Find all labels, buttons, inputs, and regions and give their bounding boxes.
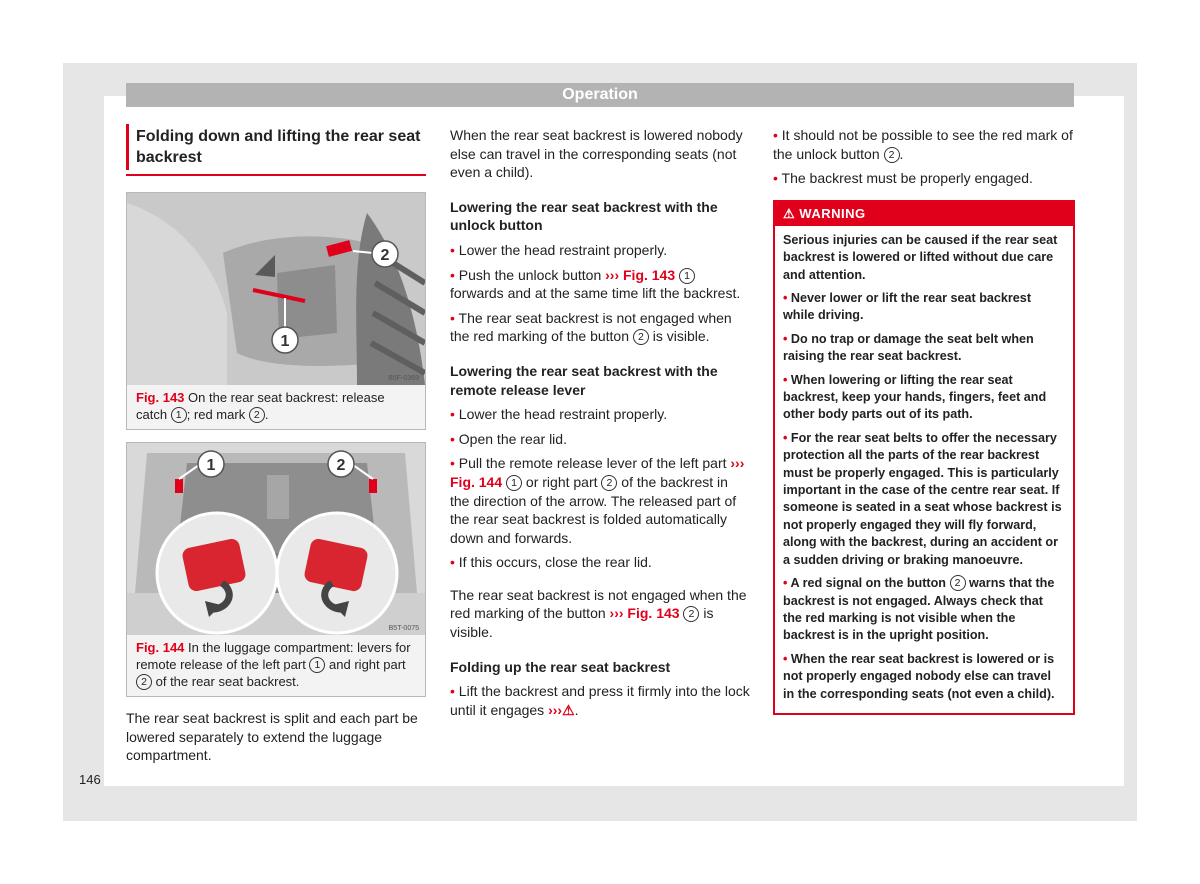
- warning-item: • A red signal on the button 2 warns that the backrest is not engaged. Always check that the red marking is not visible when the backrest is in the upright position.: [783, 576, 1055, 643]
- figure-label: Fig. 144: [136, 640, 185, 655]
- warning-triangle-icon: ⚠: [783, 205, 800, 221]
- figure-reference-link[interactable]: ››› Fig. 143: [609, 605, 680, 622]
- warning-item: • Never lower or lift the rear seat backrest while driving.: [783, 291, 1032, 323]
- callout-number: 1: [679, 268, 695, 284]
- warning-box: [773, 200, 1075, 715]
- figure-144-caption: [127, 635, 425, 696]
- intro-paragraph: When the rear seat backrest is lowered nobody else can travel in the corresponding seats (not even a child).: [450, 127, 743, 181]
- column-right: [773, 126, 1075, 715]
- list-item: • The backrest must be properly engaged.: [773, 170, 1033, 187]
- warning-triangle-icon: ⚠: [562, 701, 575, 718]
- figure-code: B5T-0075: [388, 625, 419, 632]
- list-item: • Lower the head restraint properly.: [450, 406, 668, 423]
- page-number: 146: [79, 772, 101, 787]
- section-title: Folding down and lifting the rear seat backrest: [126, 124, 426, 170]
- callout-number: 2: [249, 407, 265, 423]
- caption-text: In the luggage compartment: levers for remote release of the left part: [136, 640, 411, 672]
- callout-number: 2: [683, 606, 699, 622]
- warning-item: • Do no trap or damage the seat belt when raising the rear seat backrest.: [783, 331, 1034, 364]
- list-item: • The rear seat backrest is not engaged when the red marking of the button 2 is visible.: [450, 309, 732, 345]
- warning-item: • For the rear seat belts to offer the necessary protection all the parts of the rear backrest must be properly engaged. This is particularly important in the case of the centre rear seat. If someone is seated in a seat whose backrest is not properly engaged they will fly forward, along with the backrest, during an accident or a sudden driving or braking manoeuvre.: [783, 430, 1062, 567]
- callout-number: 2: [633, 329, 649, 345]
- list-item: • Lower the head restraint properly.: [450, 241, 668, 258]
- warning-body: [775, 226, 1073, 713]
- list-item: • Push the unlock button ››› Fig. 143 1 forwards and at the same time lift the backrest.: [450, 266, 741, 302]
- figure-144: [126, 442, 426, 697]
- section-header: Operation: [126, 83, 1074, 107]
- warning-title: WARNING: [799, 205, 866, 221]
- list-item: • Pull the remote release lever of the left part ››› Fig. 144 1 or right part 2 of the backrest in the direction of the arrow. The released part of the rear seat backrest is folded automatically down and forwards.: [450, 455, 745, 546]
- warning-header: [775, 202, 1073, 226]
- callout-number: 2: [884, 147, 900, 163]
- body-paragraph: The rear seat backrest is split and each part be lowered separately to extend the luggage compartment.: [126, 710, 418, 764]
- caption-text: of the rear seat backrest.: [152, 674, 300, 689]
- warning-item: • When the rear seat backrest is lowered or is not properly engaged nobody else can travel in the corresponding seats (not even a child).: [783, 651, 1055, 701]
- warning-lead: Serious injuries can be caused if the rear seat backrest is lowered or lifted without due care and attention.: [783, 232, 1058, 282]
- column-middle: [450, 126, 750, 725]
- caption-text: and right part: [325, 657, 406, 672]
- svg-text:2: 2: [336, 457, 346, 474]
- warning-reference-link[interactable]: ›››: [548, 701, 563, 718]
- figure-143: [126, 192, 426, 430]
- callout-number: 1: [506, 475, 522, 491]
- list-item: • Lift the backrest and press it firmly into the lock until it engages ›››⚠.: [450, 683, 750, 718]
- column-left: [126, 124, 426, 774]
- figure-reference-link[interactable]: ››› Fig. 143: [605, 266, 676, 283]
- list-item: • Open the rear lid.: [450, 430, 567, 447]
- svg-text:2: 2: [380, 247, 390, 264]
- svg-text:1: 1: [206, 457, 216, 474]
- callout-number: 1: [309, 657, 325, 673]
- subheading: Folding up the rear seat backrest: [450, 658, 671, 675]
- caption-text: On the rear seat backrest: release catch: [136, 390, 385, 422]
- caption-text: .: [264, 407, 269, 422]
- list-item: • It should not be possible to see the red mark of the unlock button 2 .: [773, 127, 1073, 162]
- figure-143-illustration: [127, 193, 425, 385]
- subheading: Lowering the rear seat backrest with the remote release lever: [450, 362, 718, 398]
- svg-text:1: 1: [280, 333, 290, 350]
- figure-reference-link[interactable]: ››› Fig. 144: [450, 455, 745, 490]
- figure-label: Fig. 143: [136, 390, 185, 405]
- callout-number: 2: [950, 575, 966, 591]
- warning-item: • When lowering or lifting the rear seat backrest, keep your hands, fingers, feet and other body parts out of its path.: [783, 372, 1047, 422]
- callout-number: 1: [171, 407, 187, 423]
- caption-text: ; red mark: [186, 407, 249, 422]
- subheading: Lowering the rear seat backrest with the unlock button: [450, 198, 718, 234]
- figure-144-illustration: [127, 443, 425, 635]
- section-rule: [126, 174, 426, 176]
- callout-number: 2: [136, 674, 152, 690]
- callout-number: 2: [601, 475, 617, 491]
- note-paragraph: The rear seat backrest is not engaged when the red marking of the button ››› Fig. 143 2 is visible.: [450, 586, 747, 641]
- figure-code: B5F-0369: [388, 375, 419, 382]
- figure-143-caption: [127, 385, 425, 429]
- list-item: • If this occurs, close the rear lid.: [450, 554, 652, 571]
